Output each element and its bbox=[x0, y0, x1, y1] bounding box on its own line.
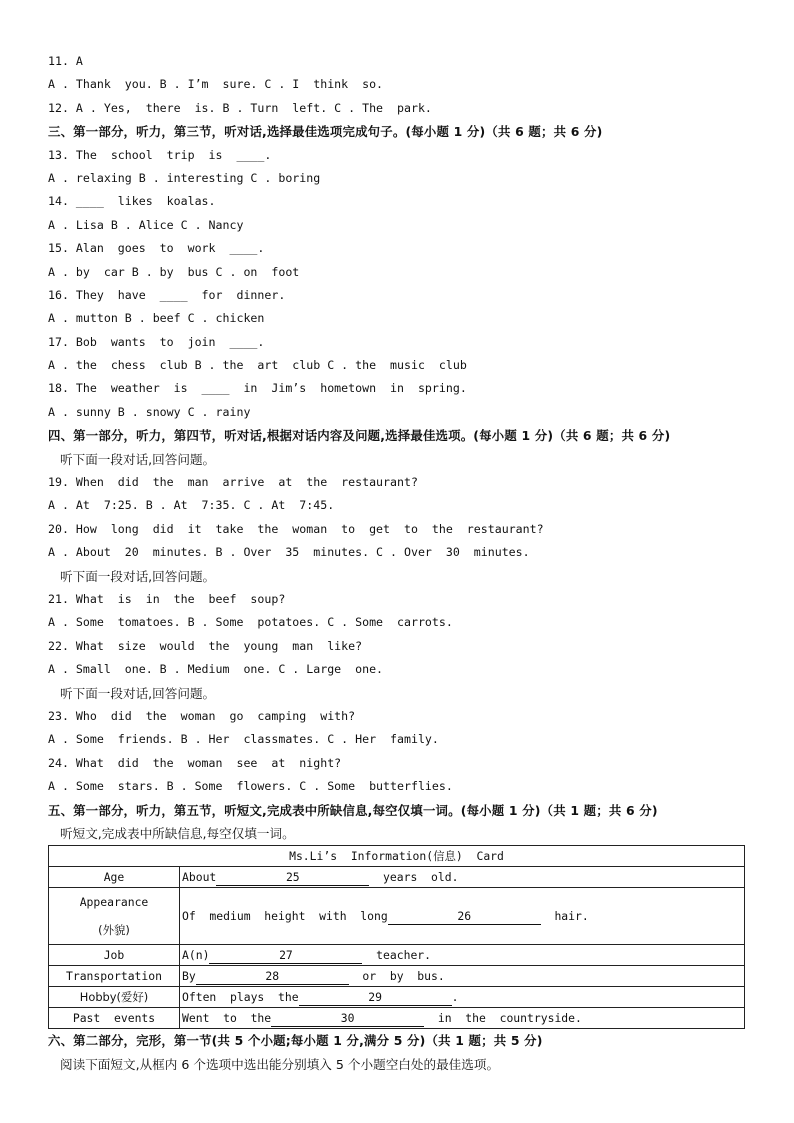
blank-25: 25 bbox=[216, 870, 369, 886]
questions-block bbox=[48, 50, 748, 845]
options-line: A . Some stars. B . Some flowers. C . Some butterflies. bbox=[48, 779, 453, 794]
instruction-text: 听短文,完成表中所缺信息,每空仅填一词。 bbox=[60, 825, 295, 841]
row-value-past-events: Went to the 30 in the countryside. bbox=[180, 1008, 745, 1029]
options-line: A . At 7:25. B . At 7:35. C . At 7:45. bbox=[48, 498, 335, 513]
options-line: A . sunny B . snowy C . rainy bbox=[48, 404, 251, 419]
row-value-transportation: By 28 or by bus. bbox=[180, 966, 745, 987]
row-label-appearance: Appearance (外貌) bbox=[49, 888, 180, 945]
options-line: A . mutton B . beef C . chicken bbox=[48, 311, 265, 326]
table-row bbox=[49, 867, 745, 888]
options-line: A . Thank you. B . I’m sure. C . I think so. bbox=[48, 77, 384, 92]
question-line: 17. Bob wants to join ____. bbox=[48, 334, 265, 349]
options-line: A . relaxing B . interesting C . boring bbox=[48, 170, 321, 185]
question-line: 24. What did the woman see at night? bbox=[48, 755, 342, 770]
row-label-hobby: Hobby(爱好) bbox=[49, 987, 180, 1008]
row-label-past-events: Past events bbox=[49, 1008, 180, 1029]
row-value-job: A(n) 27 teacher. bbox=[180, 945, 745, 966]
table-row bbox=[49, 966, 745, 987]
row-value-age: About 25 years old. bbox=[180, 867, 745, 888]
info-card-table bbox=[48, 845, 745, 1029]
blank-29: 29 bbox=[299, 990, 452, 1006]
table-row bbox=[49, 1008, 745, 1029]
question-line: 16. They have ____ for dinner. bbox=[48, 287, 286, 302]
question-line: 20. How long did it take the woman to get to the restaurant? bbox=[48, 521, 544, 536]
section-heading: 三、第一部分，听力，第三节，听对话,选择最佳选项完成句子。(每小题 1 分)（共 6 题；共 6 分) bbox=[48, 124, 603, 140]
row-label-job: Job bbox=[49, 945, 180, 966]
table-row bbox=[49, 945, 745, 966]
table-row bbox=[49, 888, 745, 945]
options-line: 12. A . Yes, there is. B . Turn left. C . The park. bbox=[48, 100, 432, 115]
options-line: A . Some tomatoes. B . Some potatoes. C . Some carrots. bbox=[48, 615, 453, 630]
options-line: A . by car B . by bus C . on foot bbox=[48, 264, 300, 279]
section-heading: 四、第一部分，听力，第四节，听对话,根据对话内容及问题,选择最佳选项。(每小题 1 分)（共 6 题；共 6 分) bbox=[48, 428, 671, 444]
question-line: 13. The school trip is ____. bbox=[48, 147, 272, 162]
section-six-block bbox=[48, 1029, 748, 1076]
section-heading: 五、第一部分，听力，第五节，听短文,完成表中所缺信息,每空仅填一词。(每小题 1 分)（共 1 题；共 6 分) bbox=[48, 802, 658, 818]
table-row bbox=[49, 987, 745, 1008]
instruction-text: 听下面一段对话,回答问题。 bbox=[60, 685, 216, 701]
section-heading: 六、第二部分，完形，第一节(共 5 个小题;每小题 1 分,满分 5 分)（共 1 题；共 5 分) bbox=[48, 1033, 543, 1049]
blank-26: 26 bbox=[388, 909, 541, 925]
question-line: 21. What is in the beef soup? bbox=[48, 591, 286, 606]
question-line: 15. Alan goes to work ____. bbox=[48, 241, 265, 256]
instruction-text: 听下面一段对话,回答问题。 bbox=[60, 451, 216, 467]
blank-28: 28 bbox=[196, 969, 349, 985]
blank-27: 27 bbox=[209, 948, 362, 964]
instruction-text: 听下面一段对话,回答问题。 bbox=[60, 568, 216, 584]
row-label-transportation: Transportation bbox=[49, 966, 180, 987]
instruction-text: 阅读下面短文,从框内 6 个选项中选出能分别填入 5 个小题空白处的最佳选项。 bbox=[60, 1056, 500, 1072]
question-line: 14. ____ likes koalas. bbox=[48, 194, 216, 209]
row-value-hobby: Often plays the 29 . bbox=[180, 987, 745, 1008]
row-value-appearance: Of medium height with long 26 hair. bbox=[180, 888, 745, 945]
question-line: 11. A bbox=[48, 54, 83, 68]
options-line: A . Some friends. B . Her classmates. C . Her family. bbox=[48, 732, 439, 747]
row-label-age: Age bbox=[49, 867, 180, 888]
question-line: 22. What size would the young man like? bbox=[48, 638, 363, 653]
options-line: A . the chess club B . the art club C . the music club bbox=[48, 358, 467, 373]
question-line: 18. The weather is ____ in Jim’s hometown in spring. bbox=[48, 381, 467, 396]
card-title: Ms.Li’s Information(信息) Card bbox=[49, 846, 745, 867]
options-line: A . Lisa B . Alice C . Nancy bbox=[48, 217, 244, 232]
question-line: 23. Who did the woman go camping with? bbox=[48, 708, 356, 723]
document-page bbox=[48, 50, 748, 1076]
options-line: A . Small one. B . Medium one. C . Large one. bbox=[48, 662, 384, 677]
question-line: 19. When did the man arrive at the restaurant? bbox=[48, 475, 418, 490]
blank-30: 30 bbox=[271, 1011, 424, 1027]
options-line: A . About 20 minutes. B . Over 35 minutes. C . Over 30 minutes. bbox=[48, 545, 530, 560]
